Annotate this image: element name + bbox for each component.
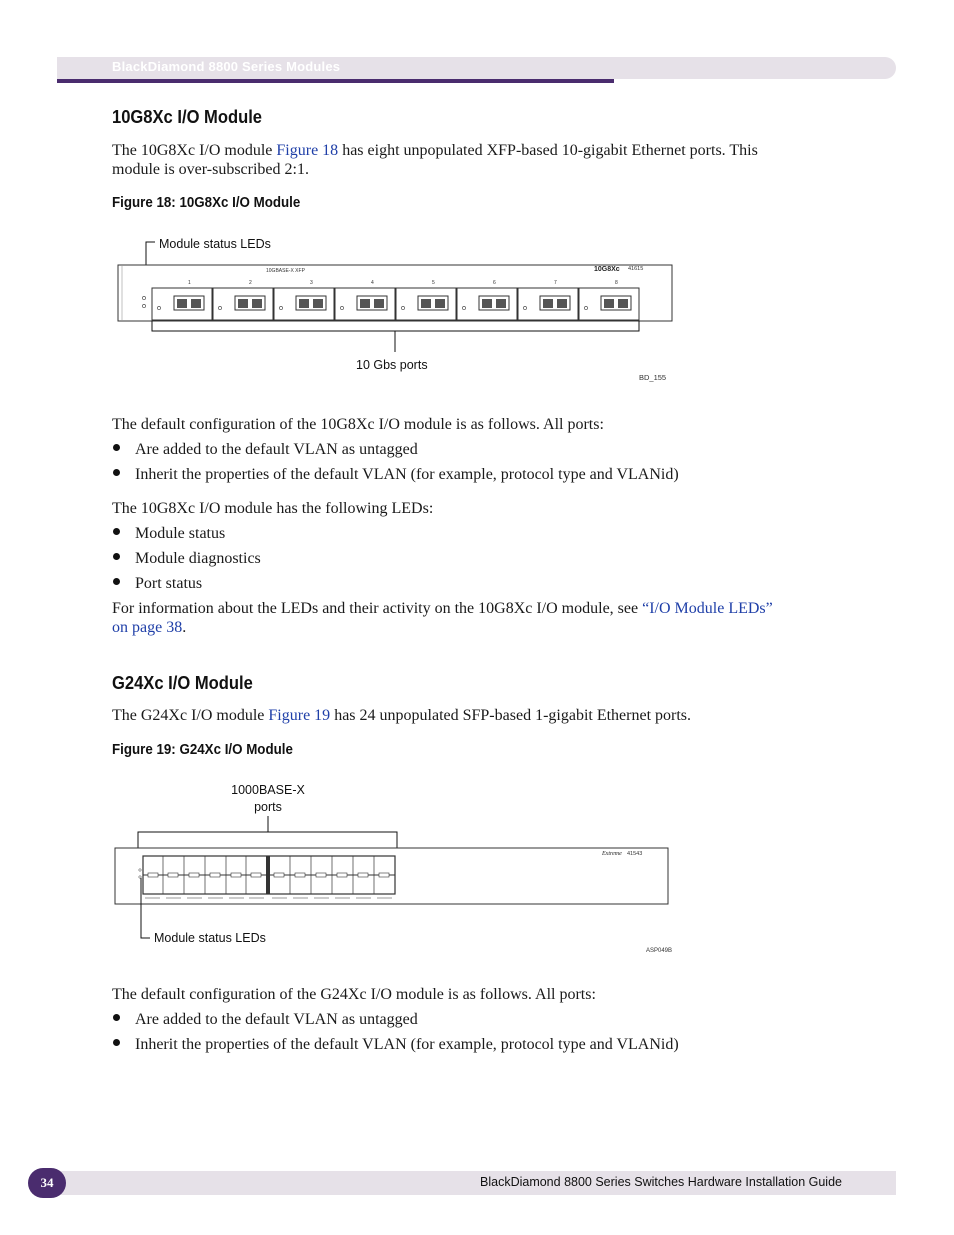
intro-text: The 10G8Xc I/O module xyxy=(112,142,277,159)
bullet-marker xyxy=(113,553,120,560)
intro-text: The G24Xc I/O module xyxy=(112,707,269,724)
bullet-marker xyxy=(113,528,120,535)
figure-19-caption: Figure 19: G24Xc I/O Module xyxy=(112,742,293,758)
list-item: Module diagnostics xyxy=(135,550,261,567)
port-number: 8 xyxy=(615,280,618,286)
port-number: 4 xyxy=(371,280,374,286)
sfp-port-block xyxy=(143,856,395,898)
figure-id: BD_155 xyxy=(639,373,667,382)
list-item: Inherit the properties of the default VLAN (for example, protocol type and VLANid) xyxy=(135,466,679,483)
running-header: BlackDiamond 8800 Series Modules xyxy=(112,59,341,74)
default-config-text: The default configuration of the G24Xc I/O module is as follows. All ports: xyxy=(112,986,596,1003)
bullet-marker xyxy=(113,444,120,451)
info-period: . xyxy=(182,619,187,636)
section1-intro xyxy=(112,141,852,179)
section2-intro xyxy=(112,706,691,725)
ports-label-line1: 1000BASE-X xyxy=(231,783,305,797)
port-number: 2 xyxy=(249,280,252,286)
page-number: 34 xyxy=(28,1168,66,1198)
bullet-marker xyxy=(113,469,120,476)
figure-18-link[interactable]: Figure 18 xyxy=(276,142,339,159)
module-logo: Extreme xyxy=(602,851,622,857)
intro-text-line2: module is over-subscribed 2:1. xyxy=(112,161,309,178)
ports-label: 10 Gbs ports xyxy=(356,358,428,372)
leds-intro: The 10G8Xc I/O module has the following LEDs: xyxy=(112,500,434,517)
info-text: For information about the LEDs and their activity on the 10G8Xc I/O module, see xyxy=(112,600,643,617)
port-number: 3 xyxy=(310,280,313,286)
port-number: 6 xyxy=(493,280,496,286)
figure-19-link[interactable]: Figure 19 xyxy=(268,707,331,724)
bullet-marker xyxy=(113,1039,120,1046)
ports-label-line2: ports xyxy=(254,800,282,814)
module-id-label: 41543 xyxy=(627,851,643,857)
list-item: Module status xyxy=(135,525,226,542)
bullet-marker xyxy=(113,578,120,585)
section-heading-10g8xc: 10G8Xc I/O Module xyxy=(112,107,263,127)
list-item: Inherit the properties of the default VLAN (for example, protocol type and VLANid) xyxy=(135,1036,679,1053)
figure-18-caption: Figure 18: 10G8Xc I/O Module xyxy=(112,195,301,211)
list-item: Are added to the default VLAN as untagged xyxy=(135,1011,418,1028)
bullet-marker xyxy=(113,1014,120,1021)
figure-id: ASP049B xyxy=(646,948,673,954)
footer-title: BlackDiamond 8800 Series Switches Hardware Installation Guide xyxy=(480,1175,842,1189)
figure-18-diagram xyxy=(100,228,690,388)
module-id-label: 41615 xyxy=(628,266,644,272)
figure-19-diagram xyxy=(100,780,690,960)
list-item: Are added to the default VLAN as untagged xyxy=(135,441,418,458)
module-status-leds-label: Module status LEDs xyxy=(159,237,271,251)
list-item: Port status xyxy=(135,575,203,592)
leds-info-paragraph xyxy=(112,599,852,637)
port-number: 1 xyxy=(188,280,191,286)
module-type-label: 10GBASE-X XFP xyxy=(266,268,305,274)
module-brand-label: 10G8Xc xyxy=(594,266,620,273)
intro-text-rest: has 24 unpopulated SFP-based 1-gigabit Ethernet ports. xyxy=(330,707,692,724)
header-rule xyxy=(57,79,614,83)
intro-text-rest: has eight unpopulated XFP-based 10-gigabit Ethernet ports. This xyxy=(338,142,758,159)
io-module-leds-link[interactable]: “I/O Module LEDs” xyxy=(642,600,773,617)
page-38-link[interactable]: on page 38 xyxy=(112,619,183,636)
port-number: 7 xyxy=(554,280,557,286)
module-status-leds-label: Module status LEDs xyxy=(154,931,266,945)
port-number: 5 xyxy=(432,280,435,286)
default-config-text: The default configuration of the 10G8Xc I/O module is as follows. All ports: xyxy=(112,416,604,433)
section-heading-g24xc: G24Xc I/O Module xyxy=(112,673,253,693)
